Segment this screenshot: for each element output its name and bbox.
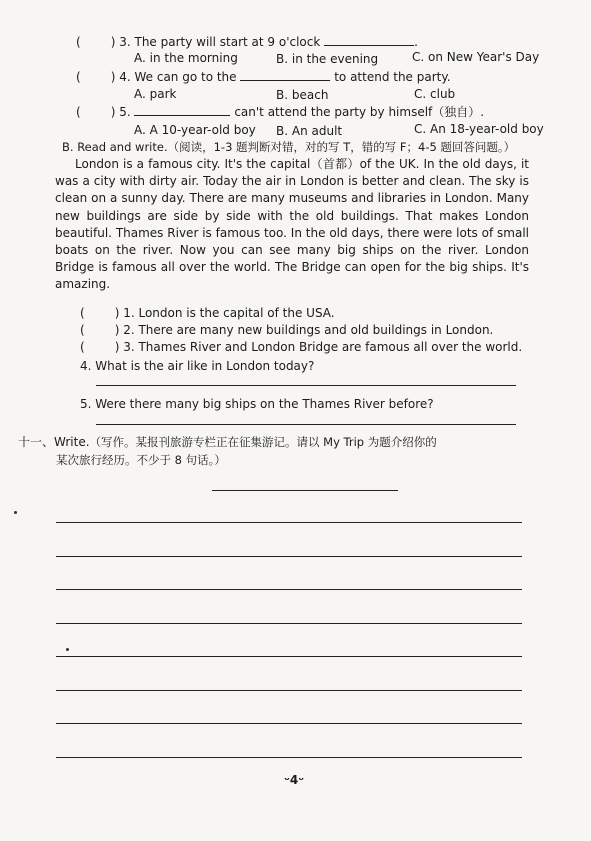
answer-paren-close: ) — [114, 340, 120, 354]
answer-paren-close: ) — [110, 105, 116, 119]
writing-line[interactable] — [56, 623, 522, 624]
writing-line[interactable] — [56, 589, 522, 590]
section-b-heading: B. Read and write.（阅读，1-3 题判断对错，对的写 T，错的写 F；4-5 题回答问题。） — [62, 140, 516, 154]
writing-line[interactable] — [56, 556, 522, 557]
q5-option-a: A. A 10-year-old boy — [134, 123, 256, 137]
question-stem: The party will start at 9 o'clock — [134, 35, 321, 49]
q4-option-a: A. park — [134, 87, 177, 101]
section-number: 十一、 — [18, 435, 55, 449]
tf-item-3 — [80, 339, 522, 355]
answer-blank[interactable] — [134, 103, 230, 116]
answer-paren-open: ( — [80, 340, 85, 354]
q3-option-c: C. on New Year's Day — [412, 50, 540, 64]
q4-option-c: C. club — [414, 87, 456, 101]
question-number: 3. — [119, 35, 131, 49]
q4-option-b: B. beach — [276, 88, 329, 102]
question-number: 4. — [119, 70, 131, 84]
tf-statement: 2. There are many new buildings and old buildings in London. — [123, 323, 494, 337]
tf-item-2 — [80, 322, 493, 338]
question-stem-after: can't attend the party by himself（独自）. — [234, 105, 485, 119]
q3-option-a: A. in the morning — [134, 51, 238, 65]
answer-paren-close: ) — [114, 323, 120, 337]
answer-blank[interactable] — [240, 68, 330, 81]
reading-passage — [55, 156, 529, 294]
answer-paren-open: ( — [76, 70, 81, 84]
page-number-deco-left: ᵕ — [284, 773, 290, 787]
question-b5: 5. Were there many big ships on the Thames River before? — [80, 397, 434, 411]
answer-line-b5[interactable] — [96, 424, 516, 425]
answer-line-b4[interactable] — [96, 385, 516, 386]
question-number: 5. — [119, 105, 131, 119]
q5-option-c: C. An 18-year-old boy — [414, 122, 544, 136]
page-number — [284, 772, 304, 788]
answer-paren-open: ( — [80, 323, 85, 337]
question-stem-before: We can go to the — [134, 70, 237, 84]
answer-paren-open: ( — [80, 306, 85, 320]
q5-option-b: B. An adult — [276, 124, 343, 138]
passage-text: London is a famous city. It's the capital（首都）of the UK. In the old days, it was a city with dirty air. Today the air in London is better and clean. The sky is clean on a sunny day. There are many museums and libraries in London. Many new buildings are side by side with the old buildings. That makes London beautiful. Thames River is famous too. In the old days, there were lots of small boats on the river. Now you can see many big ships on the river. London Bridge is famous all over the world. The Bridge can open for the big ships. It's amazing. — [55, 157, 529, 292]
answer-paren-open: ( — [76, 35, 81, 49]
page-number-deco-right: ᵕ — [298, 773, 305, 787]
bullet-dot — [14, 511, 17, 514]
writing-line[interactable] — [56, 723, 522, 724]
section-instruction-cont: 某次旅行经历。不少于 8 句话。） — [56, 453, 226, 467]
answer-paren-close: ) — [110, 35, 116, 49]
writing-line[interactable] — [56, 690, 522, 691]
answer-paren-close: ) — [114, 306, 120, 320]
question-5 — [76, 103, 484, 120]
writing-line[interactable] — [56, 757, 522, 758]
writing-line[interactable] — [56, 656, 522, 657]
tf-statement: 1. London is the capital of the USA. — [123, 306, 335, 320]
page-number-value: 4 — [289, 773, 299, 787]
answer-paren-close: ) — [110, 70, 116, 84]
question-b4: 4. What is the air like in London today? — [80, 359, 315, 373]
section-instruction: （写作。某报刊旅游专栏正在征集游记。请以 My Trip 为题介绍你的 — [89, 435, 437, 449]
section-title: Write. — [54, 435, 90, 449]
bullet-dot — [66, 648, 69, 651]
answer-paren-open: ( — [76, 105, 81, 119]
question-4 — [76, 68, 451, 85]
section-11-heading — [18, 434, 437, 450]
tf-item-1 — [80, 305, 335, 321]
answer-blank[interactable] — [324, 33, 414, 46]
title-line[interactable] — [212, 490, 398, 491]
q3-option-b: B. in the evening — [276, 52, 379, 66]
question-end: . — [414, 35, 418, 49]
tf-statement: 3. Thames River and London Bridge are famous all over the world. — [123, 340, 523, 354]
writing-line[interactable] — [56, 522, 522, 523]
question-3 — [76, 33, 418, 50]
question-stem-after: to attend the party. — [334, 70, 451, 84]
